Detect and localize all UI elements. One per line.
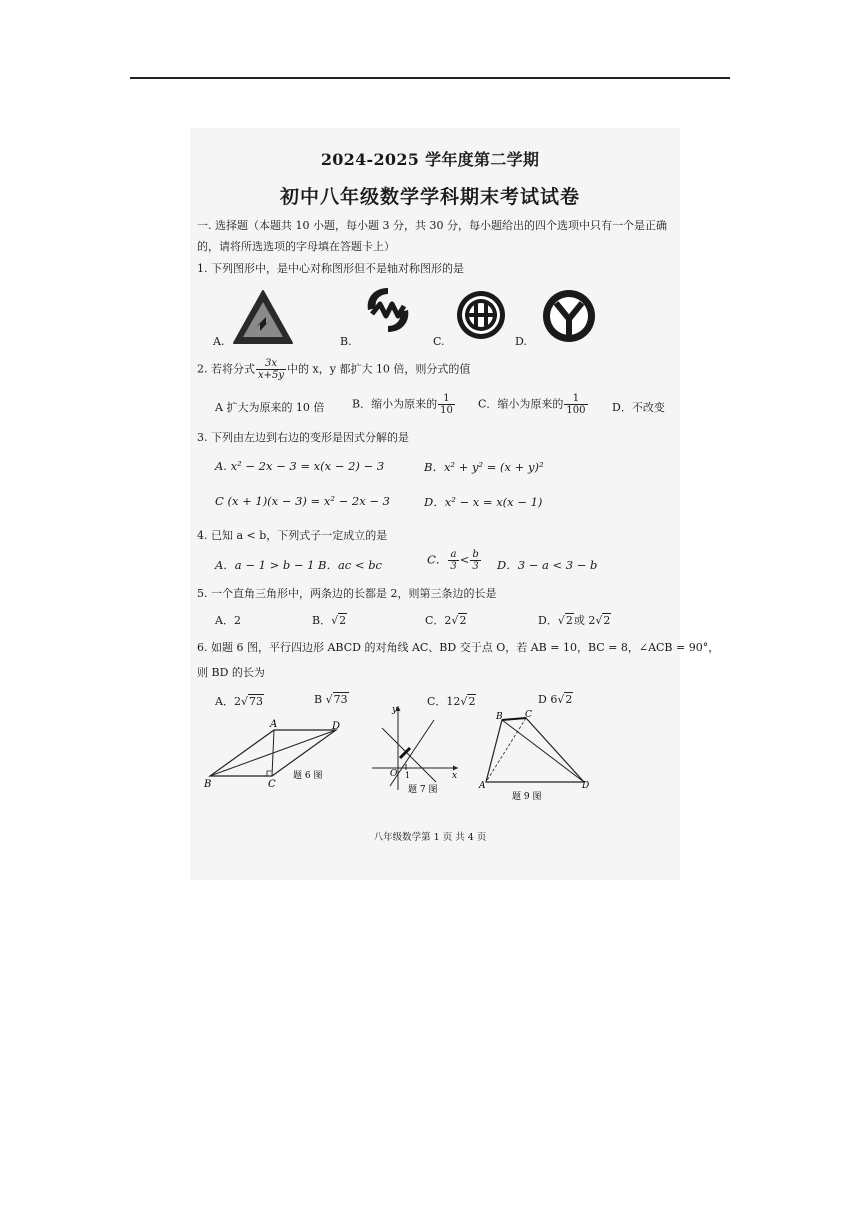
q2-stem-pre: 2. 若将分式 (197, 362, 255, 376)
q2-option-a: A 扩大为原来的 10 倍 (215, 401, 325, 414)
fig9-label-c: C (525, 710, 532, 720)
q1-label-a: A. (213, 335, 225, 348)
q5-option-c-radicand: 2 (459, 614, 467, 627)
q1-label-d: D. (515, 335, 527, 348)
q4-option-c-text: C． (427, 552, 448, 567)
fig9-label-b: B (496, 712, 503, 722)
q2-stem (197, 358, 470, 381)
fig6-caption: 题 6 图 (293, 771, 323, 781)
top-rule (130, 77, 730, 79)
q2-option-d: D．不改变 (612, 401, 665, 414)
q6-option-c-text: C．12√ (427, 695, 468, 708)
q3-option-b: B．x² + y² = (x + y)² (424, 460, 544, 474)
q1-label-b: B. (340, 335, 352, 348)
q2-option-c-den: 100 (566, 405, 586, 416)
q2-option-c (478, 393, 589, 416)
q2-option-b-text: B．缩小为原来的 (352, 397, 438, 411)
q1-option-b-swirl-logo-icon (362, 284, 414, 336)
fig6-label-c: C (268, 779, 276, 790)
q5-option-d-text: D．√ (538, 614, 565, 627)
q2-stem-post: 中的 x，y 都扩大 10 倍，则分式的值 (287, 362, 471, 376)
q4-option-a: A．a − 1 > b − 1 (215, 558, 315, 572)
fig9-label-a: A (479, 781, 486, 791)
figure-6-parallelogram (200, 716, 360, 794)
q6-option-b (314, 693, 349, 706)
q4-option-c-frac-b (470, 549, 480, 572)
figure-9-quadrilateral (476, 708, 596, 804)
q2-option-c-text: C．缩小为原来的 (478, 397, 564, 411)
fig7-caption: 题 7 图 (408, 785, 438, 795)
q4-stem: 4. 已知 a < b，下列式子一定成立的是 (197, 529, 388, 542)
q6-option-b-text: B √ (314, 693, 333, 706)
q5-option-d (538, 612, 611, 628)
q6-option-d-text: D 6√ (538, 693, 565, 706)
q6-option-c-radicand: 2 (468, 695, 476, 708)
q2-option-b-fraction (438, 393, 455, 416)
q2-fraction-den: x+5y (258, 370, 285, 381)
fig6-label-d: D (332, 721, 341, 732)
q5-option-b-text: B．√ (312, 614, 339, 627)
q2-fraction-num: 3x (256, 358, 286, 370)
q3-option-d: D．x² − x = x(x − 1) (424, 495, 543, 509)
fig6-label-b: B (204, 779, 212, 790)
q1-option-a-warning-sign-icon (232, 289, 294, 345)
fig9-caption: 题 9 图 (512, 792, 542, 802)
q5-option-c-text: C．2√ (425, 614, 459, 627)
q4-option-c-frac-a (448, 549, 458, 572)
q5-option-b-radicand: 2 (339, 614, 347, 627)
q6-option-a-text: A．2√ (215, 695, 248, 708)
fig9-label-d: D (582, 781, 590, 791)
q2-option-c-num: 1 (564, 393, 587, 405)
q6-option-d (538, 693, 573, 706)
q4-option-c-den-b: 3 (472, 561, 479, 572)
q6-option-a (215, 693, 264, 709)
year-line: 2024-2025 学年度第二学期 (320, 150, 540, 169)
q3-option-a: A. x² − 2x − 3 = x(x − 2) − 3 (215, 459, 385, 473)
q1-stem: 1. 下列图形中，是中心对称图形但不是轴对称图形的是 (197, 262, 464, 275)
q1-option-d-y-emblem-icon (542, 289, 596, 343)
fig7-axis-x-label: x (452, 771, 458, 781)
q2-fraction (256, 358, 286, 381)
q6-option-a-radicand: 73 (248, 695, 263, 708)
q2-option-b (352, 393, 456, 416)
q5-option-d-or: 或 2√ (573, 614, 603, 627)
q5-stem: 5. 一个直角三角形中，两条边的长都是 2，则第三条边的长是 (197, 587, 497, 600)
q2-option-b-den: 10 (440, 405, 453, 416)
q6-option-d-radicand: 2 (565, 693, 573, 706)
fig6-label-a: A (270, 719, 278, 730)
fig7-origin-label: O (390, 769, 398, 779)
q5-option-d-radicand: 2 (565, 614, 573, 627)
q4-option-c-lt: < (459, 552, 470, 567)
fig7-tick-label: 1 (405, 771, 411, 780)
q5-option-a: A．2 (215, 614, 241, 627)
q5-option-d-radicand-2: 2 (603, 614, 611, 627)
fig7-axis-y-label: y (392, 705, 398, 715)
q6-option-b-radicand: 73 (333, 693, 348, 706)
q5-option-b (312, 612, 347, 628)
q4-option-c-num-b: b (472, 549, 479, 560)
page-footer: 八年级数学第 1 页 共 4 页 (373, 832, 487, 843)
q4-option-c-num-a: a (448, 549, 458, 561)
q4-option-d: D．3 − a < 3 − b (497, 558, 598, 572)
q4-option-b: B．ac < bc (318, 558, 382, 572)
section-instructions-line2: 的，请将所选选项的字母填在答题卡上） (197, 240, 395, 253)
q3-stem: 3. 下列由左边到右边的变形是因式分解的是 (197, 431, 409, 444)
q4-option-c (427, 549, 482, 572)
section-instructions-line1: 一. 选择题（本题共 10 小题，每小题 3 分，共 30 分，每小题给出的四个选项中只有一个是正确 (197, 219, 667, 232)
q1-label-c: C. (433, 335, 445, 348)
q4-option-c-den-a: 3 (450, 561, 457, 572)
q6-stem-line2: 则 BD 的长为 (197, 666, 265, 679)
figure-7-coordinate-plane (368, 700, 464, 796)
q3-option-c: C (x + 1)(x − 3) = x² − 2x − 3 (215, 494, 390, 508)
q1-option-c-circle-emblem-icon (455, 289, 507, 341)
exam-title: 初中八年级数学学科期末考试试卷 (279, 186, 580, 208)
q6-stem-line1: 6. 如题 6 图，平行四边形 ABCD 的对角线 AC、BD 交于点 O，若 AB = 10，BC = 8，∠ACB = 90°， (197, 641, 720, 654)
q2-option-c-fraction (564, 393, 587, 416)
q2-option-b-num: 1 (438, 393, 455, 405)
q5-option-c (425, 612, 467, 628)
